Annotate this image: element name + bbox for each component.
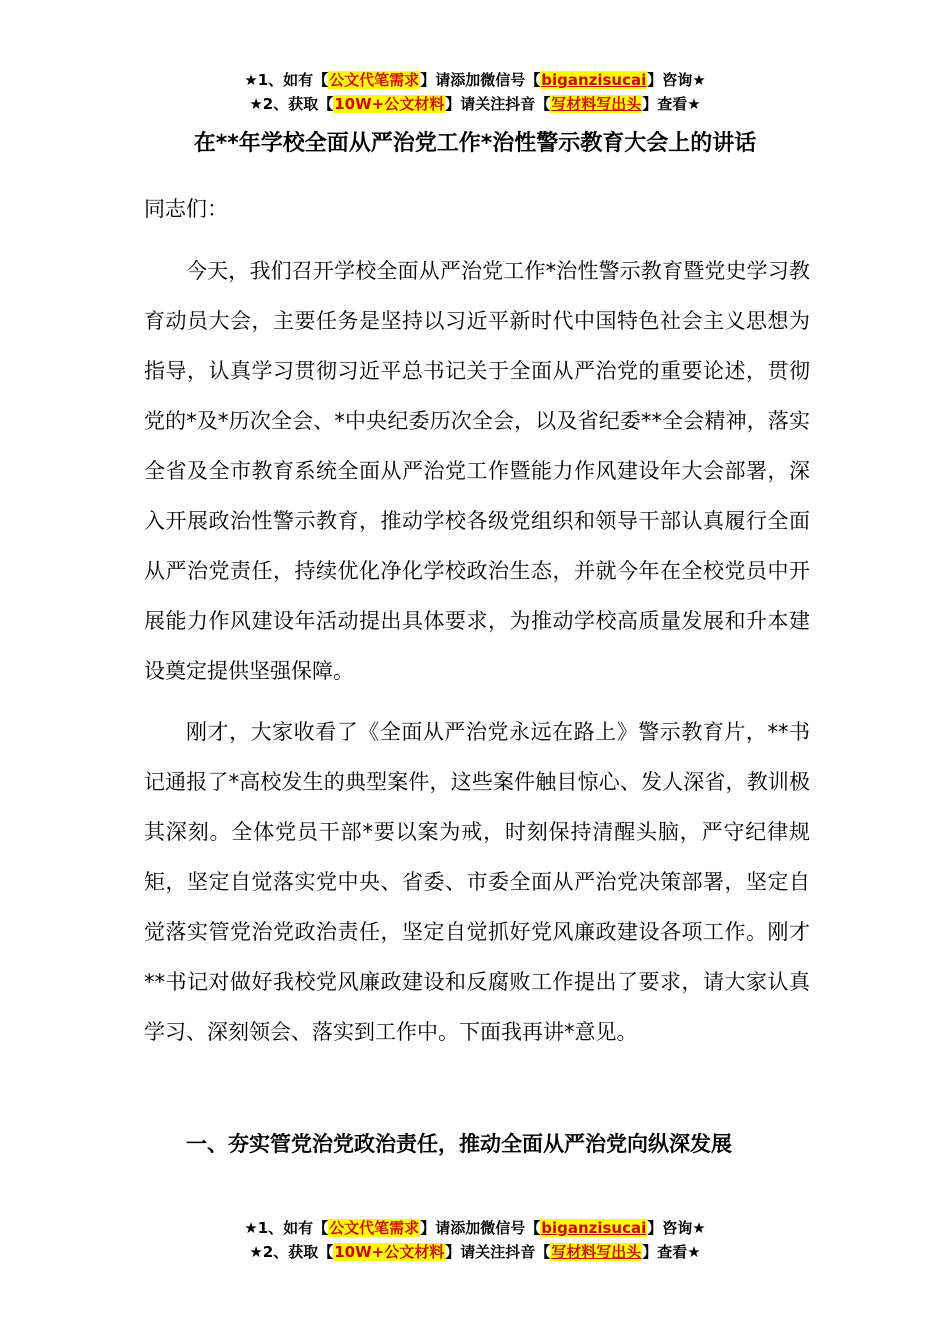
ad-text: ★2、获取【: [249, 1243, 334, 1261]
ad-highlight: 10W+公文材料: [334, 95, 445, 113]
ad-text: 】查看★: [642, 1243, 701, 1261]
ad-text: 】请关注抖音【: [445, 1243, 551, 1261]
paragraph-intro: 今天，我们召开学校全面从严治党工作*治性警示教育暨党史学习教育动员大会，主要任务是坚持以习近平新时代中国特色社会主义思想为指导，认真学习贯彻习近平总书记关于全面从严治党的重要论述，贯彻党的*及*历次全会、*中央纪委历次全会，以及省纪委**全会精神，落实全省及全市教育系统全面从严治党工作暨能力作风建设年大会部署，深入开展政治性警示教育，推动学校各级党组织和领导干部认真履行全面从严治党责任，持续优化净化学校政治生态，并就今年在全校党员中开展能力作风建设年活动提出具体要求，为推动学校高质量发展和升本建设奠定提供坚强保障。: [144, 259, 810, 683]
wechat-id-link[interactable]: biganzisucai: [541, 71, 647, 89]
ad-line-2: [0, 1240, 950, 1264]
ad-text: 】咨询★: [647, 1219, 706, 1237]
ad-text: 】查看★: [642, 95, 701, 113]
ad-highlight: 公文代笔需求: [329, 71, 420, 89]
ad-line-1: [0, 1216, 950, 1240]
douyin-account-link[interactable]: 写材料写出头: [551, 1243, 642, 1261]
ad-text: 】请添加微信号【: [420, 71, 541, 89]
ad-highlight: 公文代笔需求: [329, 1219, 420, 1237]
ad-text: 】咨询★: [647, 71, 706, 89]
ad-text: ★1、如有【: [244, 1219, 329, 1237]
ad-highlight: 10W+公文材料: [334, 1243, 445, 1261]
salutation: 同志们：: [144, 197, 228, 221]
ad-line-2: [0, 92, 950, 116]
footer-ad-banner: [0, 1216, 950, 1264]
section-heading-1: 一、夯实管党治党政治责任，推动全面从严治党向纵深发展: [186, 1132, 732, 1156]
paragraph-warning-education: 刚才，大家收看了《全面从严治党永远在路上》警示教育片，**书记通报了*高校发生的典型案件，这些案件触目惊心、发人深省，教训极其深刻。全体党员干部*要以案为戒，时刻保持清醒头脑，严守纪律规矩，坚定自觉落实党中央、省委、市委全面从严治党决策部署，坚定自觉落实管党治党政治责任，坚定自觉抓好党风廉政建设各项工作。刚才**书记对做好我校党风廉政建设和反腐败工作提出了要求，请大家认真学习、深刻领会、落实到工作中。下面我再讲*意见。: [144, 720, 810, 1044]
douyin-account-link[interactable]: 写材料写出头: [551, 95, 642, 113]
ad-text: 】请关注抖音【: [445, 95, 551, 113]
ad-text: ★2、获取【: [249, 95, 334, 113]
document-title: 在**年学校全面从严治党工作*治性警示教育大会上的讲话: [193, 131, 757, 156]
ad-text: 】请添加微信号【: [420, 1219, 541, 1237]
ad-text: ★1、如有【: [244, 71, 329, 89]
header-ad-banner: [0, 68, 950, 116]
ad-line-1: [0, 68, 950, 92]
wechat-id-link[interactable]: biganzisucai: [541, 1219, 647, 1237]
